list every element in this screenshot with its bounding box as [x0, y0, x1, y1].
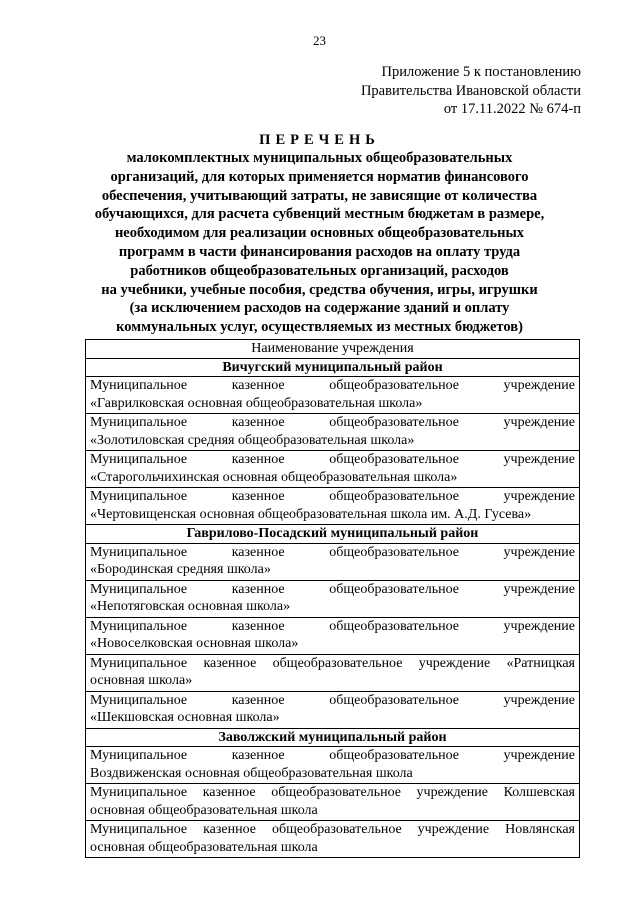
table-row: [86, 747, 580, 784]
institution-word: казенное: [231, 581, 285, 597]
institution-name-line1: [90, 618, 575, 636]
institution-word: учреждение: [503, 415, 575, 430]
subtitle-line: необходимом для реализации основных общеобразовательных: [114, 225, 525, 242]
institution-name-line2: Воздвиженская основная общеобразовательная школа: [90, 765, 413, 781]
institution-name-line2: «Непотяговская основная школа»: [90, 599, 291, 614]
district-name: Заволжский муниципальный район: [86, 728, 580, 747]
table-row: [86, 784, 580, 821]
institution-name-line2: «Бородинская средняя школа»: [90, 562, 271, 577]
subtitle-line: работников общеобразовательных организаций, расходов: [130, 262, 509, 279]
subtitle-line: обучающихся, для расчета субвенций местным бюджетам в размере,: [94, 206, 545, 223]
document-title: ПЕРЕЧЕНЬ: [259, 132, 380, 148]
appendix-line: Правительства Ивановской области: [360, 82, 581, 99]
institution-name-line2: основная общеобразовательная школа: [90, 839, 318, 855]
institution-cell: [86, 654, 580, 691]
subtitle-line: на учебники, учебные пособия, средства обучения, игры, игрушки: [101, 281, 538, 298]
institutions-table: [85, 339, 580, 858]
district-row: [86, 525, 580, 544]
table-row: [86, 617, 580, 654]
page-number: 23: [313, 33, 326, 48]
institution-name-line1: [90, 414, 575, 432]
institution-word: Муниципальное: [90, 692, 188, 708]
appendix-block: [261, 63, 581, 119]
appendix-line: от 17.11.2022 № 674-п: [443, 101, 581, 117]
institution-name-line1: [90, 692, 575, 710]
institution-cell: [86, 414, 580, 451]
table-header-row: [86, 340, 580, 359]
institution-cell: [86, 377, 580, 414]
institution-word: казенное: [231, 489, 285, 504]
institution-name-line2: «Чертовищенская основная общеобразовательная школа им. А.Д. Гусева»: [90, 506, 532, 522]
institution-name-line2: «Золотиловская средняя общеобразовательная школа»: [90, 432, 415, 448]
institution-name-line1: [90, 747, 575, 765]
district-name: Гаврилово-Посадский муниципальный район: [86, 525, 580, 544]
institution-word: казенное: [231, 748, 285, 763]
institution-word: казенное: [231, 378, 285, 393]
table-row: [86, 821, 580, 858]
table-header-cell: Наименование учреждения: [86, 340, 580, 359]
institution-word: учреждение: [503, 544, 575, 560]
institution-word: учреждение: [503, 452, 575, 467]
table-row: [86, 451, 580, 488]
institution-cell: [86, 821, 580, 858]
institution-word: общеобразовательное: [329, 544, 459, 560]
institution-word: Муниципальное: [90, 489, 188, 504]
table-row: [86, 691, 580, 728]
table-row: [86, 580, 580, 617]
institution-word: Муниципальное: [90, 618, 188, 634]
institution-word: казенное: [231, 415, 285, 430]
subtitle-line: программ в части финансирования расходов на оплату труда: [118, 243, 521, 260]
institution-word: Муниципальное: [90, 581, 188, 597]
institution-word: общеобразовательное: [329, 618, 459, 634]
institution-name-line1: Муниципальное казенное общеобразовательное учреждение Колшевская: [90, 785, 575, 800]
institution-word: казенное: [231, 544, 285, 560]
document-subtitle: [40, 149, 599, 337]
institution-word: Муниципальное: [90, 748, 188, 763]
institution-name-line1: Муниципальное казенное общеобразовательное учреждение «Ратницкая: [90, 655, 575, 671]
table-row: [86, 543, 580, 580]
institution-word: казенное: [231, 618, 285, 634]
institution-word: общеобразовательное: [329, 415, 459, 430]
subtitle-line: малокомплектных муниципальных общеобразовательных: [126, 150, 513, 166]
institution-cell: [86, 617, 580, 654]
table-row: [86, 654, 580, 691]
district-row: [86, 728, 580, 747]
institution-word: учреждение: [503, 692, 575, 708]
institution-word: казенное: [231, 452, 285, 467]
district-name: Вичугский муниципальный район: [86, 358, 580, 377]
institution-name-line1: [90, 488, 575, 506]
subtitle-line: обеспечения, учитывающий затраты, не зависящие от количества: [101, 187, 538, 204]
institution-cell: [86, 747, 580, 784]
institution-name-line2: основная школа»: [90, 673, 193, 688]
institution-cell: [86, 451, 580, 488]
institution-name-line1: [90, 581, 575, 599]
appendix-line: Приложение 5 к постановлению: [381, 64, 581, 80]
institution-word: общеобразовательное: [329, 452, 459, 467]
institution-name-line2: «Новоселковская основная школа»: [90, 636, 299, 651]
institution-word: учреждение: [503, 581, 575, 597]
institution-cell: [86, 580, 580, 617]
institution-cell: [86, 488, 580, 525]
table-row: [86, 377, 580, 414]
subtitle-line: организаций, для которых применяется норматив финансового: [110, 168, 529, 185]
institution-word: Муниципальное: [90, 378, 188, 393]
institution-name-line1: [90, 377, 575, 395]
institution-name-line2: «Шекшовская основная школа»: [90, 710, 280, 725]
institution-name-line2: основная общеобразовательная школа: [90, 802, 318, 818]
subtitle-line: коммунальных услуг, осуществляемых из местных бюджетов): [116, 319, 523, 336]
table-row: [86, 488, 580, 525]
institution-word: Муниципальное: [90, 415, 188, 430]
institution-name-line2: «Гаврилковская основная общеобразовательная школа»: [90, 395, 423, 411]
institution-word: общеобразовательное: [329, 692, 459, 708]
district-row: [86, 358, 580, 377]
institution-name-line1: [90, 451, 575, 469]
institutions-table-body: [86, 340, 580, 858]
institution-cell: [86, 543, 580, 580]
institution-word: учреждение: [503, 748, 575, 763]
institution-word: учреждение: [503, 378, 575, 393]
institution-cell: [86, 691, 580, 728]
institution-word: общеобразовательное: [329, 581, 459, 597]
subtitle-line: (за исключением расходов на содержание зданий и оплату: [129, 300, 510, 317]
institution-name-line2: «Старогольчихинская основная общеобразовательная школа»: [90, 469, 458, 485]
institution-name-line1: Муниципальное казенное общеобразовательное учреждение Новлянская: [90, 822, 575, 837]
institution-word: учреждение: [503, 618, 575, 634]
institution-name-line1: [90, 544, 575, 562]
institution-word: Муниципальное: [90, 452, 188, 467]
institution-word: Муниципальное: [90, 544, 188, 560]
institution-cell: [86, 784, 580, 821]
institution-word: общеобразовательное: [329, 489, 459, 504]
institution-word: казенное: [231, 692, 285, 708]
institution-word: общеобразовательное: [329, 748, 459, 763]
institution-word: общеобразовательное: [329, 378, 459, 393]
table-row: [86, 414, 580, 451]
institution-word: учреждение: [503, 489, 575, 504]
